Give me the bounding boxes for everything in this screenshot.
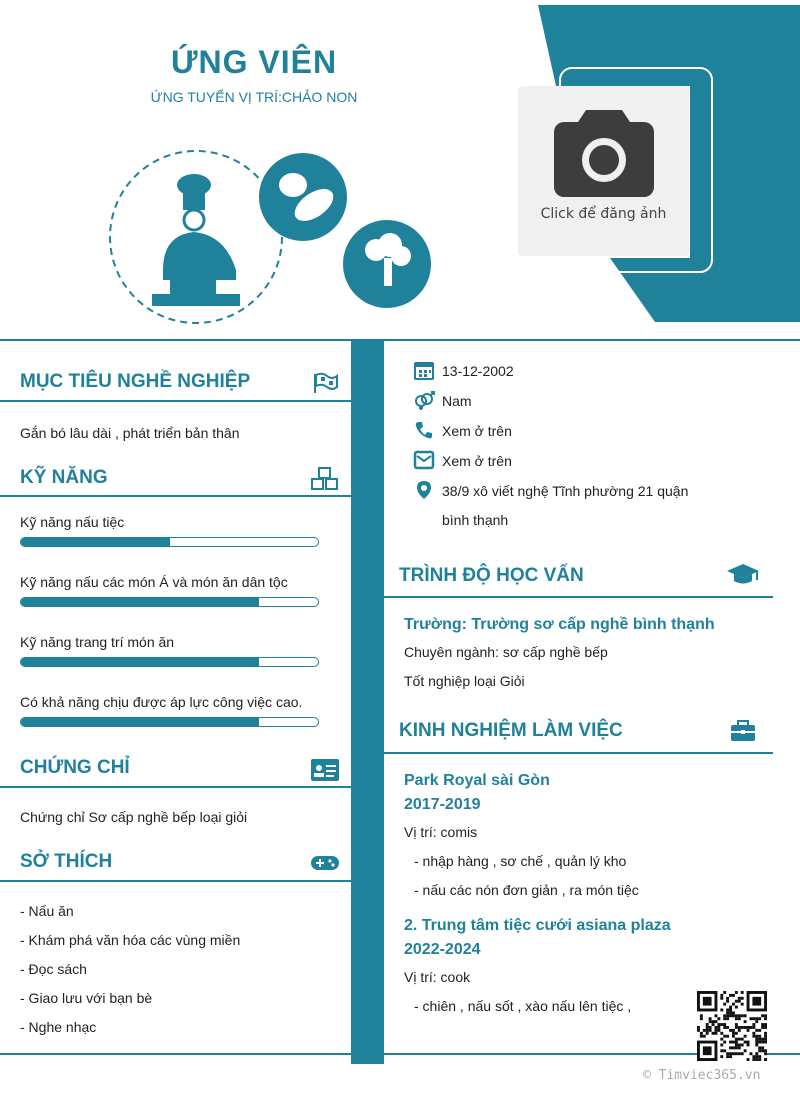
education-underline: [384, 596, 773, 598]
photo-upload[interactable]: [518, 86, 689, 256]
skill-bar-fill: [21, 538, 170, 546]
watermark: © Timviec365.vn: [643, 1068, 761, 1083]
objective-underline: [0, 400, 351, 402]
graduation-cap-icon: [726, 562, 760, 586]
camera-icon: [518, 86, 689, 206]
skill-name: Kỹ năng trang trí món ăn: [20, 634, 175, 650]
hobby-item: - Đọc sách: [20, 961, 87, 977]
objective-text: Gắn bó lâu dài , phát triển bản thân: [20, 425, 240, 441]
job-role: Vị trí: comis: [404, 824, 478, 840]
certificate-text: Chứng chỉ Sơ cấp nghề bếp loại giỏi: [20, 809, 248, 825]
objective-title: MỤC TIÊU NGHỀ NGHIỆP: [20, 371, 251, 392]
address-line2: bình thạnh: [442, 512, 509, 528]
job-period: 2022-2024: [404, 941, 481, 958]
chef-illustration: [108, 150, 438, 330]
skill-bar-fill: [21, 718, 259, 726]
skill-bar: [20, 597, 319, 607]
job-company: Park Royal sài Gòn: [404, 772, 550, 789]
hobbies-title: SỞ THÍCH: [20, 851, 113, 872]
center-column-bar: [351, 341, 384, 1064]
phone-icon: [413, 420, 435, 440]
hobby-item: - Nấu ăn: [20, 903, 74, 919]
skills-underline: [0, 495, 351, 497]
skill-name: Kỹ năng nấu tiệc: [20, 514, 125, 530]
certificates-title: CHỨNG CHỈ: [20, 757, 130, 778]
email[interactable]: Xem ở trên: [442, 453, 512, 469]
gamepad-icon: [310, 853, 340, 873]
job-duty: - nhập hàng , sơ chế , quản lý kho: [414, 853, 627, 869]
skill-bar-fill: [21, 658, 259, 666]
gender-icon: [413, 390, 435, 410]
major: Chuyên ngành: sơ cấp nghề bếp: [404, 644, 608, 660]
phone[interactable]: Xem ở trên: [442, 423, 512, 439]
skill-bar: [20, 537, 319, 547]
location-icon: [413, 480, 435, 500]
skill-name: Có khả năng chịu được áp lực công việc cao.: [20, 694, 303, 710]
skill-bar-fill: [21, 598, 259, 606]
cubes-icon: [310, 466, 340, 492]
calendar-icon: [413, 360, 435, 380]
hobbies-underline: [0, 880, 351, 882]
experience-underline: [384, 752, 773, 754]
job-duty: - nấu các nón đơn giản , ra món tiệc: [414, 882, 639, 898]
certificates-underline: [0, 786, 351, 788]
job-duty: - chiên , nấu sốt , xào nấu lên tiệc ,: [414, 998, 632, 1014]
bottom-divider: [0, 1053, 800, 1055]
job-role: Vị trí: cook: [404, 969, 471, 985]
experience-title: KINH NGHIỆM LÀM VIỆC: [399, 720, 623, 741]
school-name: Trường: Trường sơ cấp nghề bình thạnh: [404, 616, 715, 633]
flag-icon: [313, 372, 339, 394]
birthday: 13-12-2002: [442, 363, 514, 379]
email-icon: [413, 450, 435, 470]
applied-position: ỨNG TUYỂN VỊ TRÍ:CHẢO NON: [150, 89, 358, 105]
id-card-icon: [310, 758, 340, 782]
skill-name: Kỹ năng nấu các món Á và món ăn dân tộc: [20, 574, 288, 590]
briefcase-icon: [730, 719, 756, 743]
gender: Nam: [442, 393, 472, 409]
qr-code[interactable]: [696, 991, 768, 1061]
top-divider: [0, 339, 800, 341]
hobby-item: - Giao lưu với bạn bè: [20, 990, 153, 1006]
candidate-name: ỨNG VIÊN: [170, 44, 338, 80]
address-line1: 38/9 xô viết nghệ Tĩnh phường 21 quận: [442, 483, 689, 499]
skills-title: KỸ NĂNG: [20, 467, 108, 488]
job-company: 2. Trung tâm tiệc cưới asiana plaza: [404, 917, 671, 934]
hobby-item: - Khám phá văn hóa các vùng miền: [20, 932, 241, 948]
education-title: TRÌNH ĐỘ HỌC VẤN: [399, 565, 584, 586]
grade: Tốt nghiệp loại Giỏi: [404, 673, 525, 689]
skill-bar: [20, 717, 319, 727]
photo-caption[interactable]: Click để đăng ảnh: [540, 206, 667, 222]
skill-bar: [20, 657, 319, 667]
job-period: 2017-2019: [404, 796, 481, 813]
hobby-item: - Nghe nhạc: [20, 1019, 97, 1035]
